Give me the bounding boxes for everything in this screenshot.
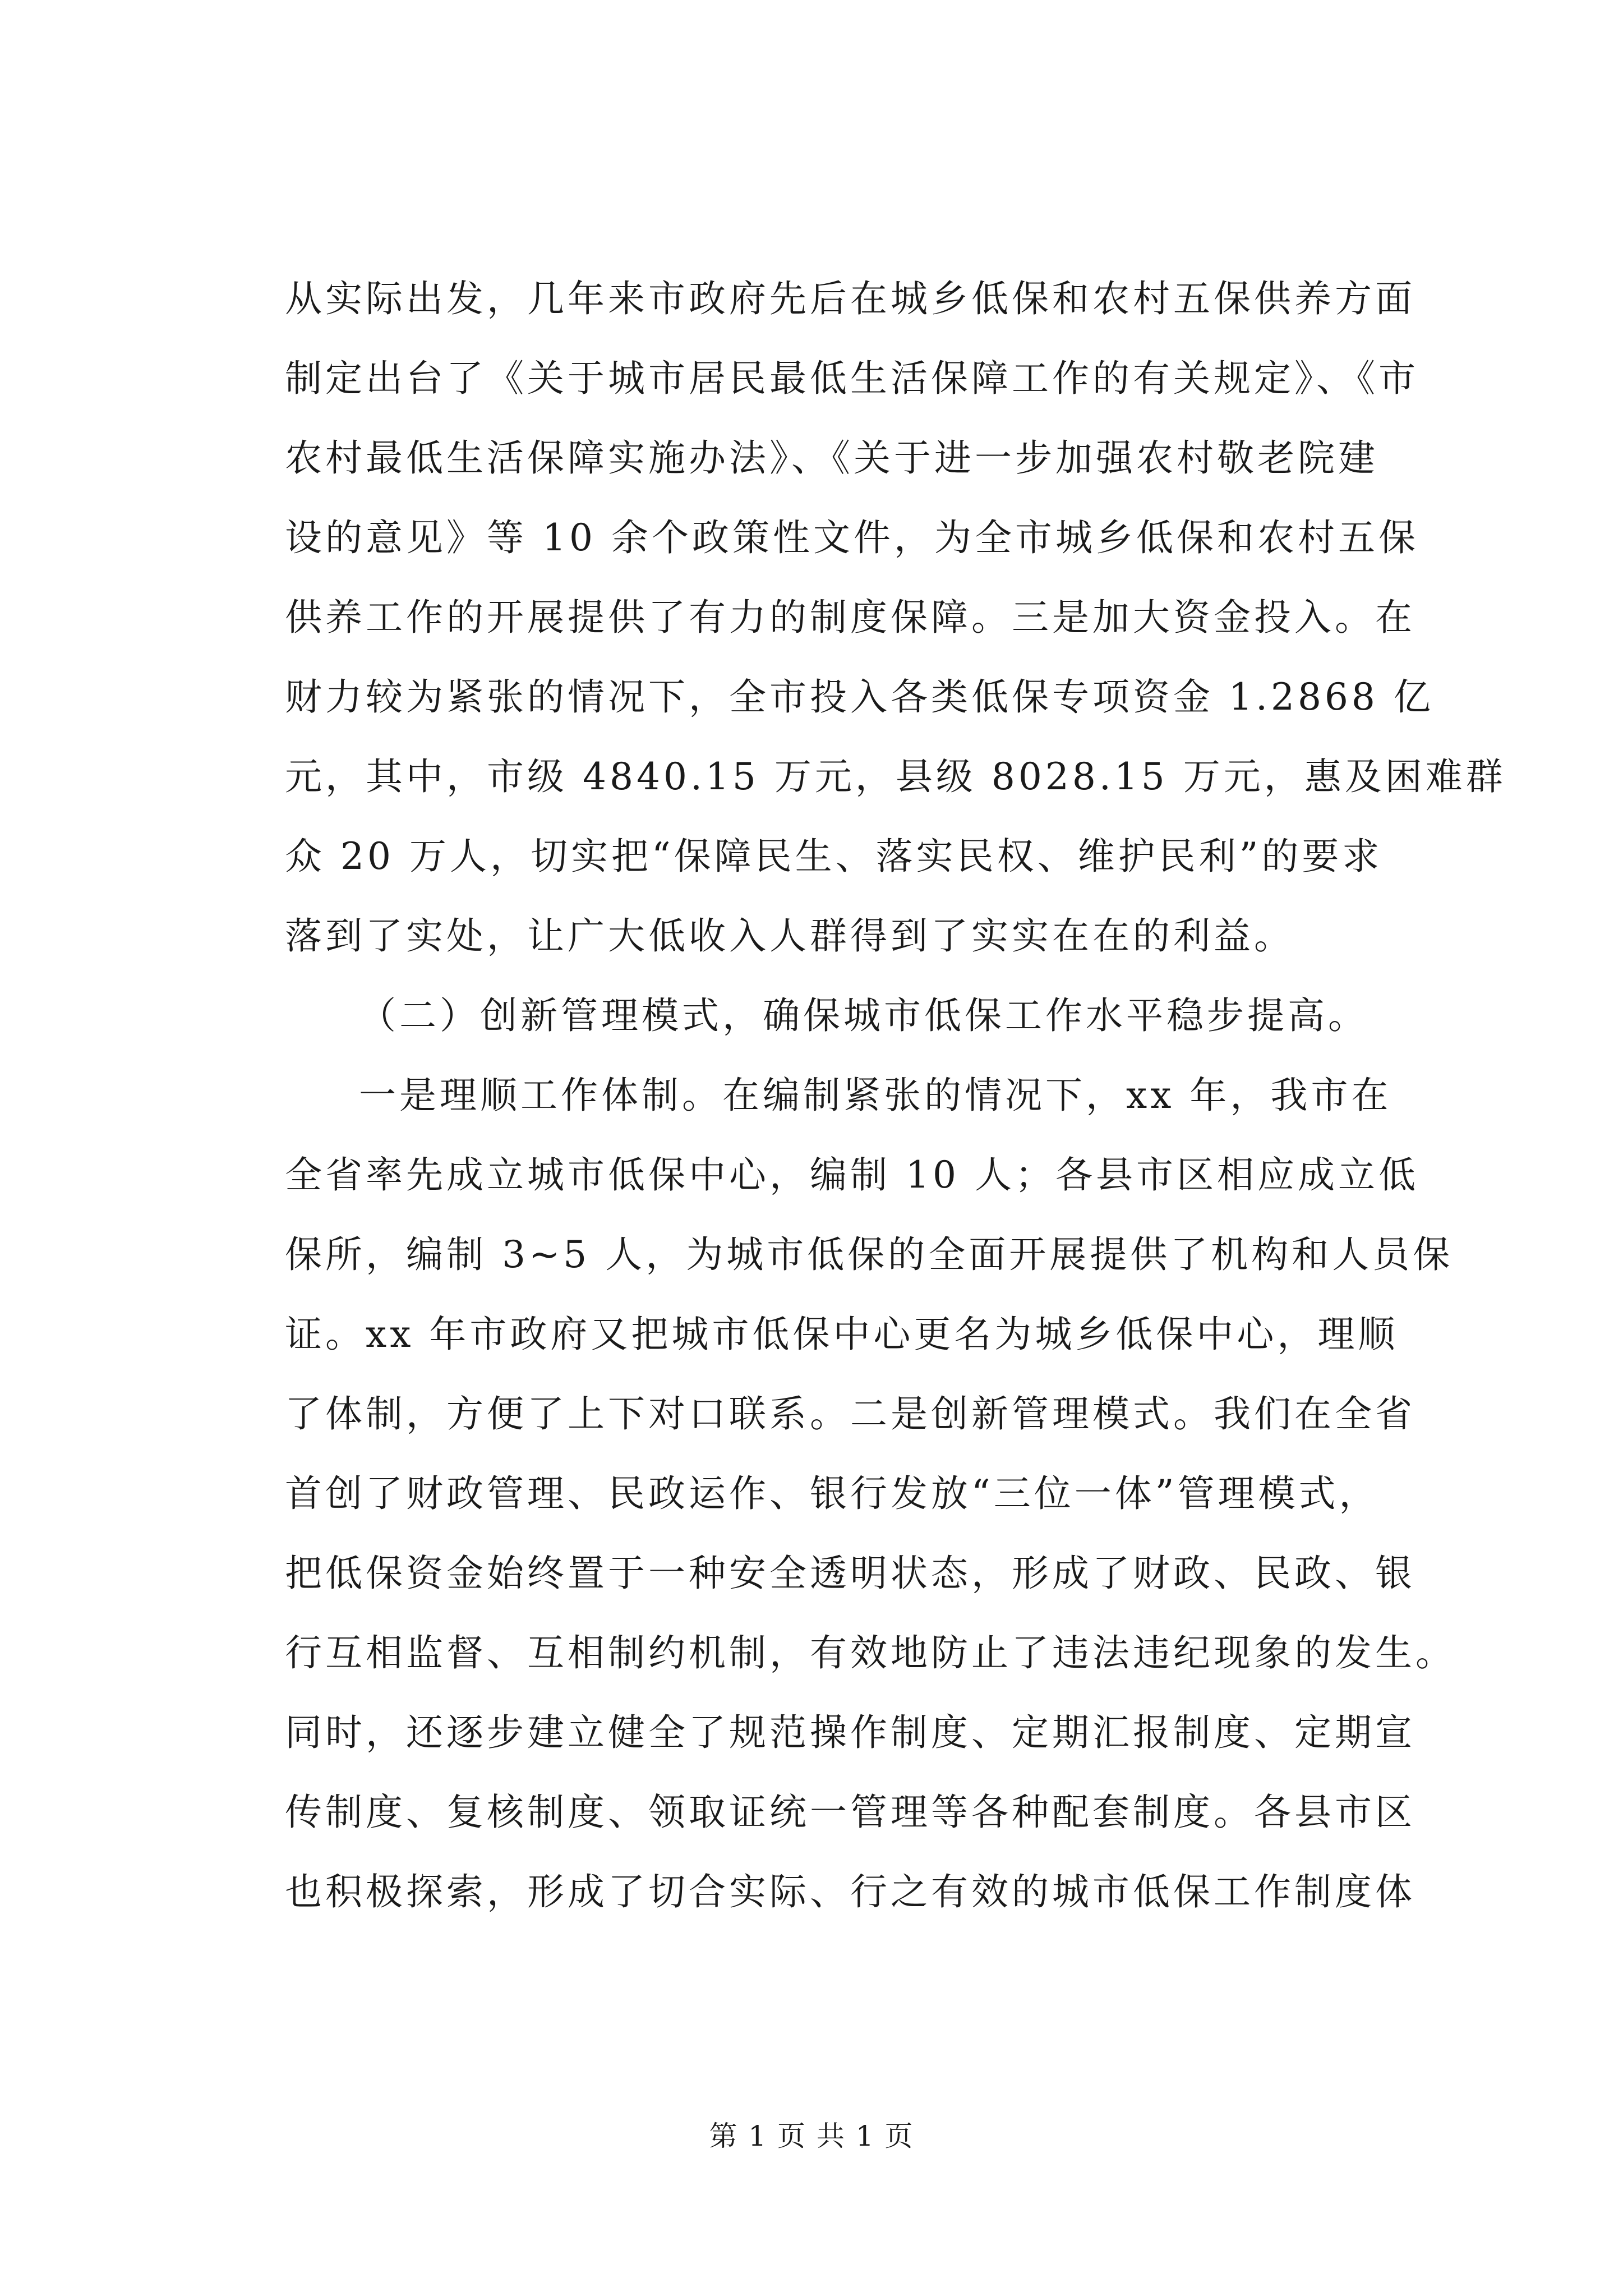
text-line: 制定出台了《关于城市居民最低生活保障工作的有关规定》、《市 <box>285 357 1419 400</box>
section-heading: （二）创新管理模式，确保城市低保工作水平稳步提高。 <box>359 994 1368 1037</box>
text-line: 证。xx 年市政府又把城市低保中心更名为城乡低保中心，理顺 <box>285 1313 1399 1356</box>
text-line: 了体制，方便了上下对口联系。二是创新管理模式。我们在全省 <box>285 1392 1415 1435</box>
text-line: 传制度、复核制度、领取证统一管理等各种配套制度。各县市区 <box>285 1791 1415 1834</box>
text-line: 元，其中，市级 4840.15 万元，县级 8028.15 万元，惠及困难群 <box>285 755 1506 798</box>
page-footer: 第 1 页 共 1 页 <box>709 2120 914 2152</box>
text-line: 全省率先成立城市低保中心，编制 10 人；各县市区相应成立低 <box>285 1153 1419 1197</box>
document-body <box>285 259 1506 1932</box>
text-line: 把低保资金始终置于一种安全透明状态，形成了财政、民政、银 <box>285 1552 1415 1595</box>
text-line: 从实际出发，几年来市政府先后在城乡低保和农村五保供养方面 <box>285 277 1415 320</box>
text-line: 首创了财政管理、民政运作、银行发放“三位一体”管理模式， <box>285 1472 1380 1515</box>
text-line: 落到了实处，让广大低收入人群得到了实实在在的利益。 <box>285 914 1294 958</box>
text-line: 行互相监督、互相制约机制，有效地防止了违法违纪现象的发生。 <box>285 1631 1456 1674</box>
text-line: 供养工作的开展提供了有力的制度保障。三是加大资金投入。在 <box>285 596 1415 639</box>
text-line: 设的意见》等 10 余个政策性文件，为全市城乡低保和农村五保 <box>285 516 1419 559</box>
text-line: 也积极探索，形成了切合实际、行之有效的城市低保工作制度体 <box>285 1870 1415 1913</box>
paragraph-first-line: 一是理顺工作体制。在编制紧张的情况下，xx 年，我市在 <box>359 1074 1392 1117</box>
text-line: 农村最低生活保障实施办法》、《关于进一步加强农村敬老院建 <box>285 436 1378 480</box>
text-line: 众 20 万人，切实把“保障民生、落实民权、维护民利”的要求 <box>285 835 1383 878</box>
text-line: 保所，编制 3~5 人，为城市低保的全面开展提供了机构和人员保 <box>285 1233 1454 1276</box>
text-line: 同时，还逐步建立健全了规范操作制度、定期汇报制度、定期宣 <box>285 1711 1415 1754</box>
text-line: 财力较为紧张的情况下，全市投入各类低保专项资金 1.2868 亿 <box>285 675 1434 719</box>
